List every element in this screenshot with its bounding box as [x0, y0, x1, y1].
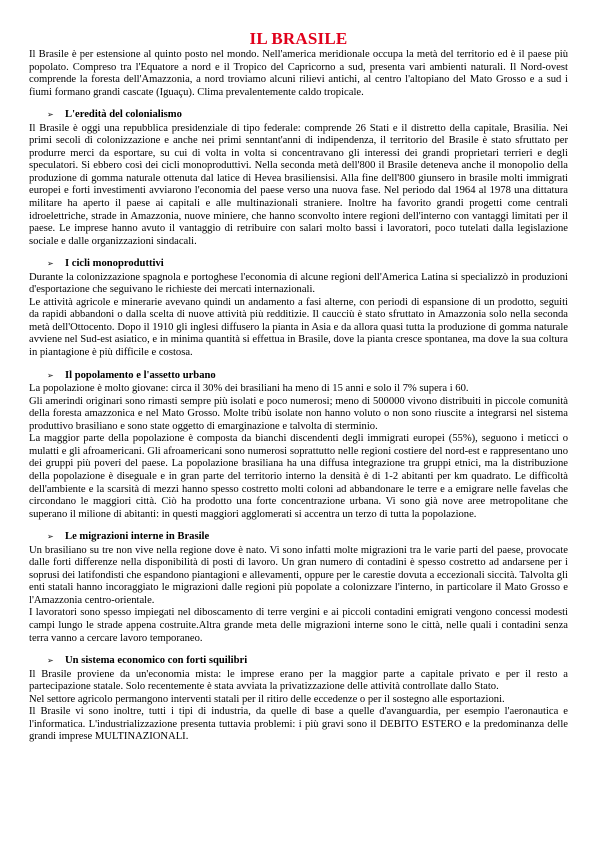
- section-heading-text: Il popolamento e l'assetto urbano: [65, 369, 216, 381]
- section-sistema-economico: [29, 655, 568, 744]
- section-migrazioni: [29, 531, 568, 645]
- section-paragraph: I lavoratori sono spesso impiegati nel diboscamento di terre vergini e ai piccoli contadini emigrati vengono concessi modesti campi lungo le strade appena costruite.Altra grande meta delle migrazioni interne sono le città, nelle quali i contadini senza terra vanno a cercare lavoro temporaneo.: [29, 607, 568, 644]
- section-paragraph: La popolazione è molto giovane: circa il 30% dei brasiliani ha meno di 15 anni e solo il 7% supera i 60.: [29, 383, 469, 395]
- intro-paragraph: Il Brasile è per estensione al quinto posto nel mondo. Nell'america meridionale occupa la metà del territorio ed è il paese più popolato. Compreso tra l'Equatore a nord e il Tropico del Capricorno a sud, presenta vari ambienti naturali. Il Nord-ovest comprende la foresta dell'Amazzonia, a nord troviamo alcuni rilievi antichi, al centro l'altopiano del Mato Grosso e a sud i fiumi formano grandi cascate (Iguaçu). Clima prevalentemente caldo tropicale.: [29, 49, 568, 98]
- section-paragraph: Gli amerindi originari sono rimasti sempre più isolati e poco numerosi; meno di 500000 vivono distribuiti in piccole comunità della foresta amazzonica e nel Mato Grosso. Molte tribù isolate non hanno voluto o non sono riuscite a integrarsi nel sistema produttivo brasiliano e sono state oggetto di emarginazione e talvolta di sterminio.: [29, 395, 568, 432]
- section-paragraph: Durante la colonizzazione spagnola e portoghese l'economia di alcune regioni dell'America Latina si specializzò in produzioni d'esportazione che seguivano le richieste dei mercati internazionali.: [29, 271, 568, 296]
- section-heading-text: I cicli monoproduttivi: [65, 258, 164, 270]
- section-cicli-monoproduttivi: [29, 258, 568, 359]
- section-heading: [29, 370, 568, 383]
- section-heading-text: Un sistema economico con forti squilibri: [65, 655, 248, 667]
- section-paragraph: Un brasiliano su tre non vive nella regione dove è nato. Vi sono infatti molte migrazioni tra le varie parti del paese, provocate dalle forti differenze nella disponibilità di posti di lavoro. Un gran numero di contadini è spesso costretto ad andarsene per i soprusi dei latifondisti che espandono piantagioni e allevamenti, oppure per le carestie dovuta a eccezionali siccità. Talvolta gli enti statali hanno incoraggiato le migrazioni dalle regioni più popolate a colonizzare l'interno, in particolare il Mato Grosso e l'Amazzonia centro-orientale.: [29, 544, 568, 606]
- section-paragraph: Il Brasile vi sono inoltre, tutti i tipi di industria, da quelle di base a quelle d'avanguardia, per esempio l'aeronautica e l'informatica. L'industrializzazione presenta tuttavia problemi: i più gravi sono il DEBITO ESTERO e la predominanza delle grandi imprese MULTINAZIONALI.: [29, 706, 568, 743]
- section-paragraph: Il Brasile è oggi una repubblica presidenziale di tipo federale: comprende 26 Stati e il distretto della capitale, Brasilia. Nei primi secoli di colonizzazione e anche nei primi senntant'anni di indipendenza, il territorio del Brasile è stato sfruttato per produrre merci da esportare, su cui di volta in volta si concentravano gli interessi dei grandi proprietari terrieri e degli speculatori. Si ebbero così dei cicli monoproduttivi. Nella seconda metà dell'800 il Brasile deteneva anche il monopolio della produzione di gomma naturale ottenuta dal latice di Hevea brasiliensisi. Alla fine dell'800 giunsero in brasile molti immigrati europei e forti investimenti avviarono l'economia del paese verso una nuova fase. Nel periodo dal 1964 al 1978 una dittatura militare ha aperto il paese ai capitali e alle multinazionali straniere. Inoltre ha favorito grandi progetti come centrali idroelettriche, strade in Amazzonia, nuove miniere, che hanno sconvolto intere regioni dell'interno con vantaggi limitati per il paese. Le imprese hanno avuto il vantaggio di retribuire con salari molto bassi i lavoratori, poco tutelati dalla legislazione sociale e dalle organizzazioni sindacali.: [29, 122, 568, 247]
- section-paragraph: Le attività agricole e minerarie avevano quindi un andamento a fasi alterne, con periodi di espansione di un prodotto, seguiti da rapidi abbandoni o dalla scelta di nuove attività più redditizie. Il caucciù è stato sfruttato in Amazzonia solo nella seconda metà dell'Ottocento. Dopo il 1910 gli inglesi diffusero la pianta in Asia e da allora quasi tutta la produzione di gomma naturale avviene nel Sud-est asiatico, e in minima quantità si effettua in Brasile, dove la pianta cresce spontanea, ma dove la sua coltura in piantagione è più difficile e costosa.: [29, 296, 568, 359]
- section-popolamento: [29, 370, 568, 522]
- section-heading-text: Le migrazioni interne in Brasile: [65, 531, 210, 543]
- arrow-bullet-icon: ➢: [47, 259, 54, 269]
- section-heading: [29, 531, 568, 544]
- arrow-bullet-icon: ➢: [47, 370, 54, 380]
- document-page: [29, 30, 568, 744]
- section-heading-text: L'eredità del colonialismo: [65, 109, 182, 121]
- arrow-bullet-icon: ➢: [47, 532, 54, 542]
- section-paragraph: La maggior parte della popolazione è composta da bianchi discendenti degli immigrati europei (55%), seguono i meticci o mulatti e gli afroamericani. Gli afroamericani sono numerosi soprattutto nelle regioni costiere del nord-est e rappresentano uno dei gruppi più poveri del paese. La popolazione brasiliana ha una diffusa integrazione tra gruppi etnici, ma la distribuzione della popolazione è diseguale e in gran parte del territorio interno la densità è di 1-2 abitanti per km quadrato. Le difficoltà dell'ambiente e la scarsità di mezzi hanno spesso costretto molti coloni ad abbandonare le terre e a emigrare nelle favelas che circondano le maggiori città. Ciò ha prodotto una forte concentrazione urbana. Vi sono già nove aree metropolitane che superano il milione di abitanti: in questi maggiori agglomerati si accentra un terzo di tutta la popolazione.: [29, 433, 568, 520]
- page-title: IL BRASILE: [249, 29, 348, 48]
- section-heading: [29, 655, 568, 668]
- section-paragraph: Nel settore agricolo permangono interventi statali per il ritiro delle eccedenze o per il sostegno alle esportazioni.: [29, 693, 505, 705]
- section-paragraph: Il Brasile proviene da un'economia mista: le imprese erano per la maggior parte a capitale privato e per il resto a partecipazione statale. Solo recentemente è stata avviata la privatizzazione delle attività controllate dallo Stato.: [29, 668, 568, 693]
- arrow-bullet-icon: ➢: [47, 656, 54, 666]
- section-colonialismo: [29, 109, 568, 248]
- section-heading: [29, 109, 568, 122]
- arrow-bullet-icon: ➢: [47, 110, 54, 120]
- section-heading: [29, 258, 568, 271]
